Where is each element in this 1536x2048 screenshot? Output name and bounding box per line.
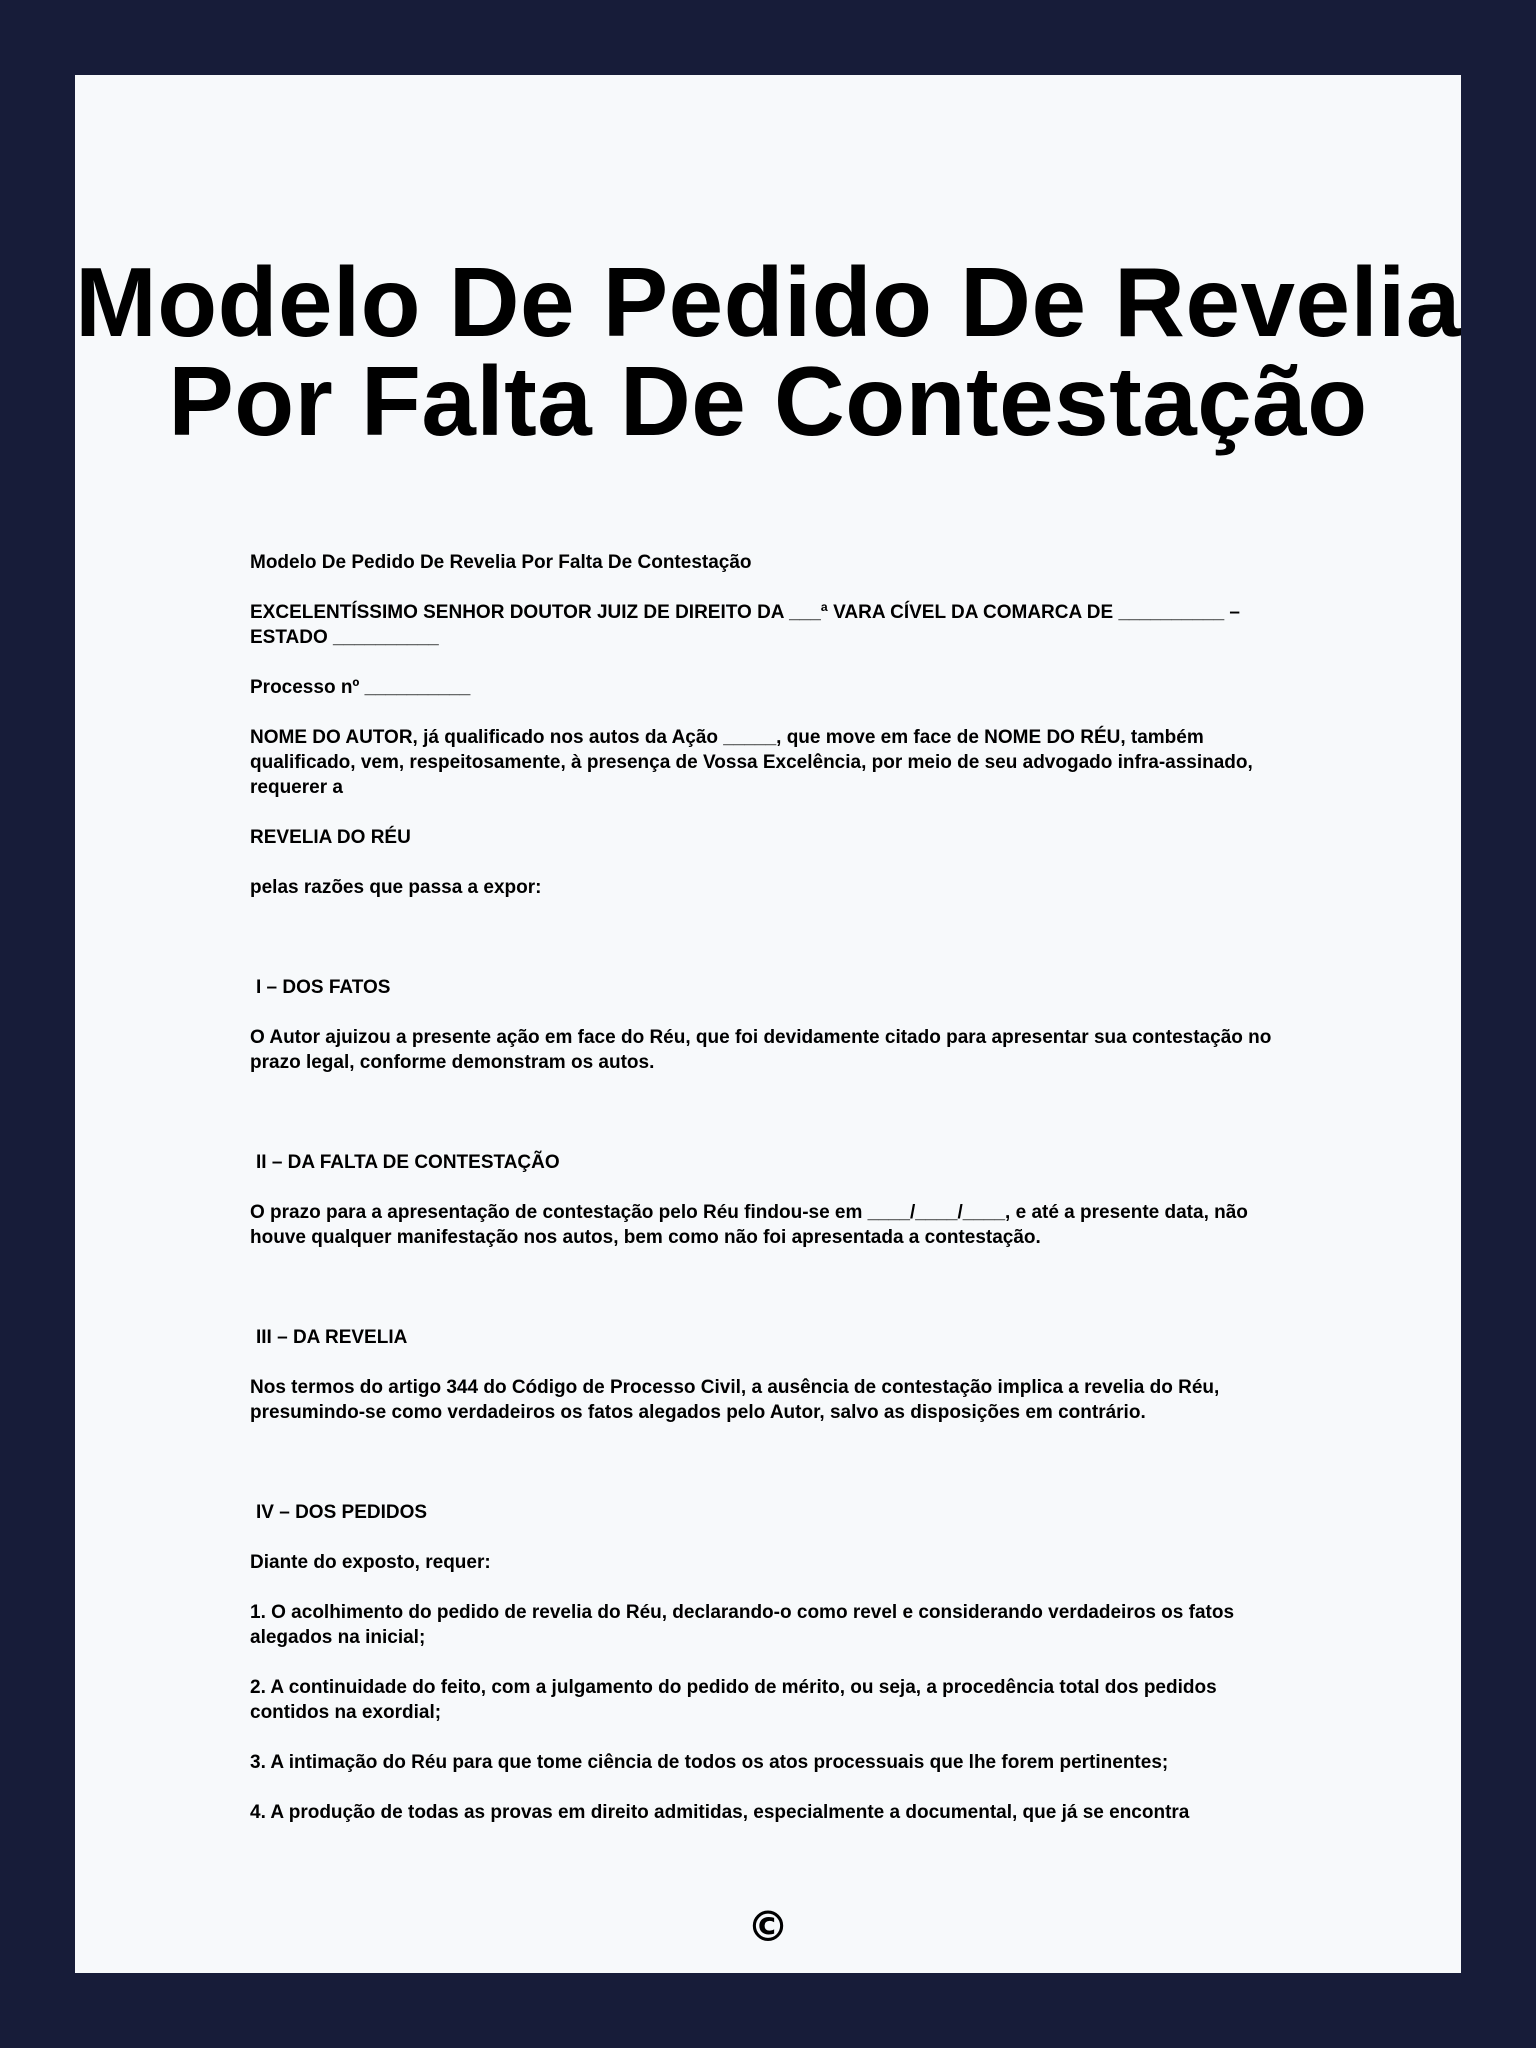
intro-paragraph: NOME DO AUTOR, já qualificado nos autos da Ação _____, que move em face de NOME DO RÉU, também qualificado, vem, respeitosamente, à presença de Vossa Excelência, por meio de seu advogado infra-assinado, requerer a — [250, 727, 1253, 798]
court-address: EXCELENTÍSSIMO SENHOR DOUTOR JUIZ DE DIREITO DA ___ª VARA CÍVEL DA COMARCA DE __________ – ESTADO __________ — [250, 602, 1240, 648]
reasons-intro: pelas razões que passa a expor: — [250, 877, 542, 898]
section-heading-requests: IV – DOS PEDIDOS — [256, 1502, 428, 1523]
document-title — [0, 247, 1536, 456]
title-line-1: Modelo De Pedido De Revelia — [75, 247, 1461, 357]
copyright-icon: © — [747, 1902, 789, 1951]
requests-intro: Diante do exposto, requer: — [250, 1552, 491, 1573]
doc-subtitle: Modelo De Pedido De Revelia Por Falta De Contestação — [250, 552, 752, 573]
section-heading-default: III – DA REVELIA — [256, 1327, 408, 1348]
section-heading-no-defense: II – DA FALTA DE CONTESTAÇÃO — [256, 1152, 560, 1173]
request-item-3: 3. A intimação do Réu para que tome ciência de todos os atos processuais que lhe forem pertinentes; — [250, 1752, 1169, 1773]
section-heading-facts: I – DOS FATOS — [256, 977, 391, 998]
no-defense-paragraph: O prazo para a apresentação de contestação pelo Réu findou-se em ____/____/____, e até a presente data, não houve qualquer manifestação nos autos, bem como não foi apresentada a contestação. — [250, 1202, 1248, 1248]
facts-paragraph: O Autor ajuizou a presente ação em face do Réu, que foi devidamente citado para apresentar sua contestação no prazo legal, conforme demonstram os autos. — [250, 1027, 1272, 1073]
request-item-2: 2. A continuidade do feito, com a julgamento do pedido de mérito, ou seja, a procedência total dos pedidos contidos na exordial; — [250, 1677, 1217, 1723]
request-title: REVELIA DO RÉU — [250, 827, 411, 848]
default-paragraph: Nos termos do artigo 344 do Código de Processo Civil, a ausência de contestação implica a revelia do Réu, presumindo-se como verdadeiros os fatos alegados pelo Autor, salvo as disposições em contrário. — [250, 1377, 1220, 1423]
request-item-4: 4. A produção de todas as provas em direito admitidas, especialmente a documental, que já se encontra — [250, 1802, 1190, 1823]
title-line-2: Por Falta De Contestação — [168, 346, 1368, 456]
document-body — [250, 550, 1290, 1850]
process-number: Processo nº __________ — [250, 677, 471, 698]
request-item-1: 1. O acolhimento do pedido de revelia do Réu, declarando-o como revel e considerando verdadeiros os fatos alegados na inicial; — [250, 1602, 1235, 1648]
